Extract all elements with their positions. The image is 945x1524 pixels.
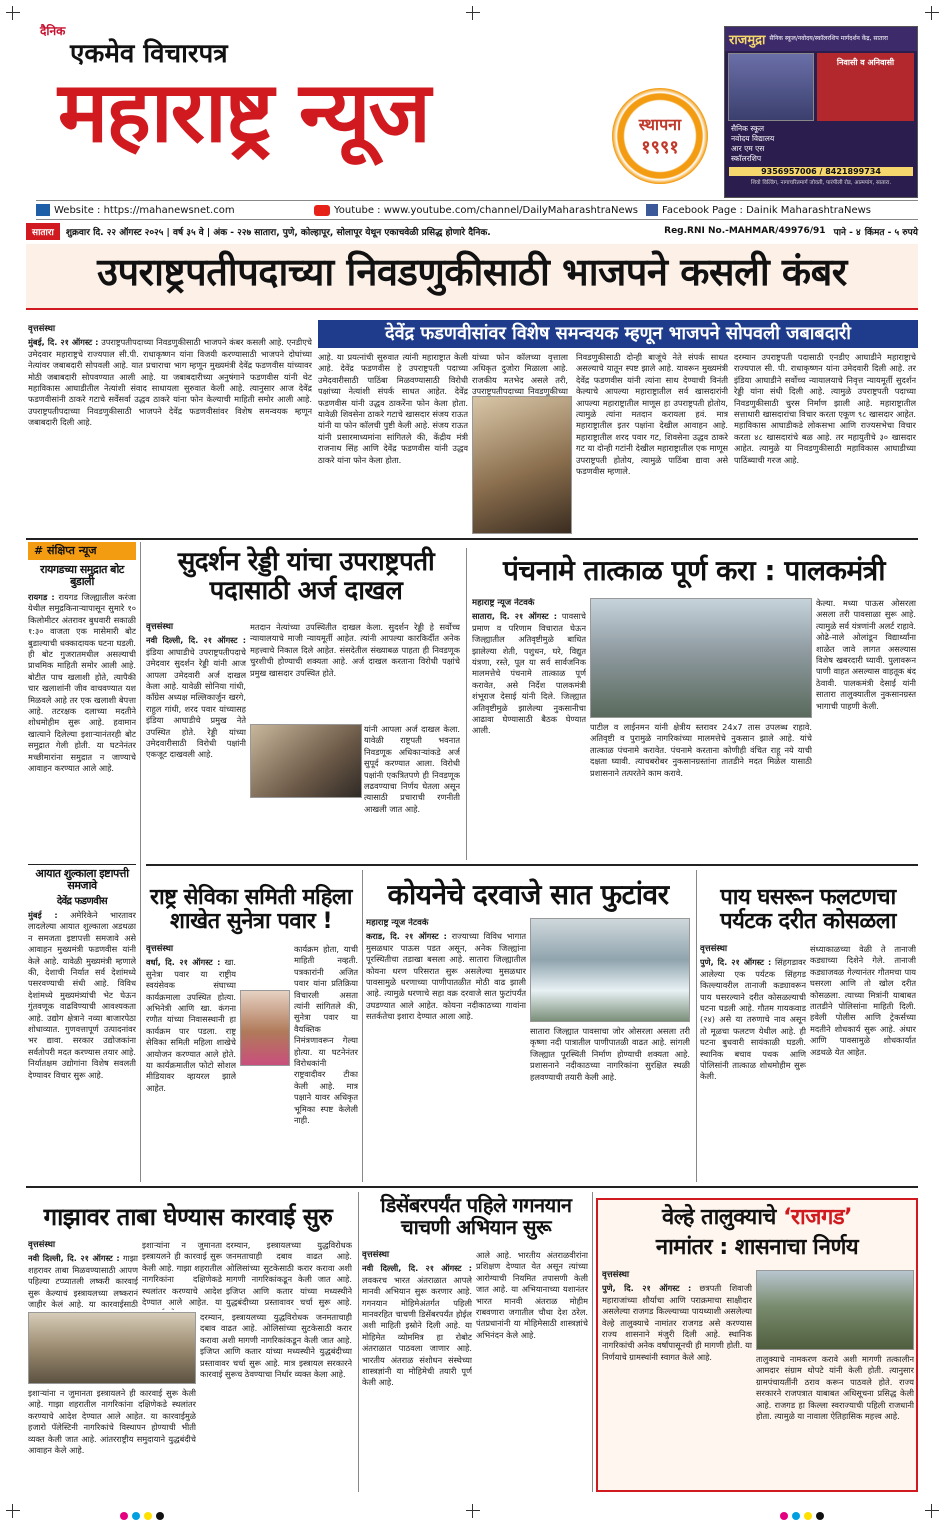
facebook-icon (646, 204, 658, 216)
brief-1-body (28, 592, 136, 860)
brief-2-body (28, 910, 136, 1170)
column-divider (696, 870, 697, 1182)
rajgad-headline-highlight: ‘राजगड’ (783, 1205, 852, 1230)
registration-mark (6, 1504, 20, 1518)
census-column-1 (362, 1250, 472, 1488)
brief-2-dateline: मुंबई : (28, 910, 58, 920)
ad-list (725, 123, 917, 165)
census-text: लवकरच भारत अंतराळात आपले मानवी अभियान सुरू करणार आहे. गगनयान मोहिमेअंतर्गत पहिली मानवरहित चाचणी डिसेंबरपर्यंत होईल अशी माहिती इस्रोने दिली आहे. या मोहिमेत व्योममित्र हा रोबोट अंतराळात पाठवला जाणार आहे. भारतीय अंतराळ संशोधन संस्थेच्या शास्त्रज्ञांनी या मोहिमेची तयारी पूर्ण केली आहे. (362, 1274, 472, 1388)
rajgad-column-1 (602, 1270, 752, 1484)
lead-byline: वृत्तसंस्था (28, 324, 56, 334)
phaltan-dateline: पुणे, दि. २१ ऑगस्ट : (700, 957, 772, 968)
reddy-headline: सुदर्शन रेड्डी यांचा उपराष्ट्रपती पदासाठी अर्ज दाखल (177, 547, 435, 606)
gaza-column-2 (142, 1240, 222, 1310)
youtube-link[interactable]: Youtube : www.youtube.com/channel/DailyMaharashtraNews (334, 204, 638, 216)
lead-column-2 (318, 352, 468, 534)
koyna-dam-photo (530, 918, 690, 1022)
lead-column-3 (472, 352, 568, 396)
rajgad-column-2 (756, 1354, 914, 1484)
established-badge (612, 88, 708, 184)
gaza-byline: वृत्तसंस्था (28, 1240, 56, 1250)
registration-mark (925, 1504, 939, 1518)
census-text: आले आहे. भारतीय अंतराळवीरांना प्रशिक्षण देण्यात येत असून त्यांच्या आरोग्याची नियमित तपासणी केली जात आहे. या अभियानाच्या यशानंतर भारत मानवी अंतराळ मोहीम राबवणारा जगातील चौथा देश ठरेल. पंतप्रधानांनी या मोहिमेसाठी शास्त्रज्ञांचे अभिनंदन केले आहे. (476, 1250, 588, 1340)
rajgad-byline: वृत्तसंस्था (602, 1270, 630, 1280)
gaza-column-4 (226, 1240, 352, 1310)
daily-label: दैनिक (40, 24, 66, 38)
lead-text: आहे. या प्रयत्नांची सुरुवात त्यांनी महाराष्ट्रात केली आहे. देवेंद्र फडणवीस हे उपराष्ट्रपती पदाच्या उमेदवारीसाठी पाठिंबा मिळवण्यासाठी विरोधी पक्षांच्या नेत्यांशी संपर्क साधत आहेत. देवेंद्र फडणवीस यांनी उद्धव ठाकरेंना फोन केला होता. यावेळी शिवसेना ठाकरे गटाचे खासदार संजय राऊत यांनी या फोन कॉलची पुष्टी केली आहे. संजय राऊत यांनी प्रसारमाध्यमांना सांगितले की, केंद्रीय मंत्री राजनाथ सिंह आणि देवेंद्र फडणवीस यांनी उद्धव ठाकरे यांना फोन केला होता. (318, 352, 468, 465)
ad-brand: राजमुद्रा (729, 33, 766, 48)
facebook-link[interactable]: Facebook Page : Dainik MaharashtraNews (662, 204, 871, 216)
brief-2-subhead: देवेंद्र फडणवीस (56, 896, 108, 907)
reddy-dateline: नवी दिल्ली, दि. २१ ऑगस्ट : (146, 635, 246, 646)
sunetra-byline: वृत्तसंस्था (146, 944, 174, 954)
globe-icon (36, 204, 50, 216)
gaza-dateline: नवी दिल्ली, दि. २१ ऑगस्ट : (28, 1253, 120, 1264)
leader-photo (472, 396, 572, 534)
koyna-text: राज्याच्या विविध भागात मुसळधार पाऊस पडत असून, अनेक जिल्ह्यांना पूरस्थितीचा तडाखा बसला आहे. सातारा जिल्ह्यातील कोयना धरण परिसरात सुरू असलेल्या मुसळधार पावसामुळे धरणाच्या पाणीपातळीत मोठी वाढ झाली आहे. त्यामुळे धरणाचे सहा वक्र दरवाजे सात फुटांपर्यंत उघडण्यात आले आहेत. कोयना नदीकाठच्या गावांना सतर्कतेचा इशारा देण्यात आला आहे. (366, 931, 526, 1022)
phaltan-text: सिंहगडावर आलेल्या एक पर्यटक सिंहगड किल्ल्यावरील तानाजी कड्यावरून पाय घसरल्याने दरीत कोसळल्याची घटना घडली आहे. गौतम गायकवाड (२४) असे या तरुणाचे नाव असून तो मूळचा फलटण येथील आहे. ही घटना बुधवारी सायंकाळी घडली. स्थानिक बचाव पथक आणि पोलिसांनी तात्काळ शोधमोहीम सुरू केली. (700, 957, 806, 1082)
phaltan-byline: वृत्तसंस्था (700, 944, 728, 954)
ad-item: स्कॉलरशिप (731, 154, 762, 163)
phaltan-column-1 (700, 944, 806, 1172)
rajgad-text: तालुक्याचे नामकरण करावे अशी मागणी तत्कालीन आमदार संग्राम थोपटे यांनी केली होती. त्यानुसार ग्रामपंचायतींनी ठराव करून पाठवले होते. राज्य सरकारने राजपत्रात याबाबत अधिसूचना प्रसिद्ध केली आहे. राजगड हा किल्ला स्वराज्याची पहिली राजधानी होता. त्यामुळे या नावाला ऐतिहासिक महत्त्व आहे. (756, 1354, 914, 1422)
reddy-text: इंडिया आघाडीचे उपराष्ट्रपतीपदाचे उमेदवार सुदर्शन रेड्डी यांनी आज आपला उमेदवारी अर्ज दाखल केला आहे. यावेळी सोनिया गांधी, काँग्रेस अध्यक्ष मल्लिकार्जुन खरगे, राहुल गांधी, शरद पवार यांच्यासह इंडिया आघाडीचे प्रमुख नेते उपस्थित होते. रेड्डी यांच्या उमेदवारीसाठी विरोधी पक्षांनी एकजूट दाखवली आहे. (146, 646, 246, 760)
brief-1-dateline: रायगड : (28, 592, 55, 602)
ad-photo (728, 53, 814, 121)
panchname-text: पावसाचे प्रमाण व परिणाम विचारात घेऊन जिल्ह्यातील अतिवृष्टीमुळे बाधित झालेल्या शेती, पशुधन, घरे, विद्युत यंत्रणा, रस्ते, पूल या सर्व सार्वजनिक मालमत्तेचे पंचनामे तात्काळ पूर्ण करावेत, असे निर्देश पालकमंत्री शंभूराज देसाई यांनी दिले. जिल्ह्यात अतिवृष्टीमुळे झालेल्या नुकसानीचा आढावा घेण्यासाठी बैठक घेण्यात आली. (472, 611, 586, 736)
registration-mark (466, 1504, 480, 1518)
coaching-ad[interactable] (724, 26, 918, 198)
registration-mark (925, 6, 939, 20)
brief-tag (28, 542, 136, 560)
gaza-photo (28, 1312, 196, 1384)
panchname-dateline: सातारा, दि. २१ ऑगस्ट : (472, 611, 557, 622)
issue-details: शुक्रवार दि. २२ ऑगस्ट २०२५ | वर्ष ३५ वे | अंक - २२७ सातारा, पुणे, कोल्हापूर, सोलापूर येथून एकाचवेळी प्रसिद्ध होणारे दैनिक. (65, 227, 491, 238)
page-count: पाने - ४ (833, 227, 861, 238)
reddy-column-1 (146, 622, 246, 860)
section-rule (26, 1186, 918, 1188)
info-bar (26, 222, 918, 240)
gaza-text: इशाऱ्यांना न जुमानता इस्त्रायलने ही कारवाई सुरू केली आहे. गाझा शहरातील नागरिकांना दक्षिणेकडे स्थलांतर करण्याचे आदेश देण्यात आले आहेत. या (142, 1240, 222, 1308)
gaza-text: दरम्यान, इस्त्रायलच्या युद्धविरोधक जनमताचाही दबाव वाढत आहे. ओलिसांच्या सुटकेसाठी करार करावा अशी मागणी नागरिकांकडून केली जात आहे. इजिप्त आणि कतार यांच्या मध्यस्थीने युद्धबंदीच्या प्रस्तावावर चर्चा सुरू आहे. (226, 1240, 352, 1308)
registration-mark (6, 6, 20, 20)
reddy-column-2 (250, 622, 460, 722)
ad-item: आर एम एस (731, 144, 765, 153)
brief-1-headline: रायगडच्या समुद्रात बोट बुडाली (40, 563, 124, 589)
brief-2-headline: आयात शुल्काला इष्टापत्ती समजावे (35, 867, 129, 893)
lead-subhead: देवेंद्र फडणवीसांवर विशेष समन्वयक म्हणून भाजपने सोपवली जबाबदारी (318, 320, 918, 348)
registration-number: Reg.RNI No.-MAHMAR/49976/91 (664, 226, 826, 236)
panchname-text: केल्या. मध्या पाऊस ओसरला असला तरी पावसाळा सुरू आहे. त्यामुळे सर्व यंत्रणांनी अलर्ट राहावे. ओढे-नाले ओलांडून विद्यार्थ्यांना शाळेत जावे लागत असल्यास विशेष खबरदारी घ्यावी. पुलावरून पाणी वाहत असल्यास वाहतूक बंद ठेवावी. पालकमंत्री देसाई यांनी सातारा तालुक्यातील नुकसानग्रस्त भागाची पाहणी केली. (816, 598, 916, 711)
gaza-column-1 (28, 1240, 138, 1310)
sunetra-column-1 (146, 944, 236, 1172)
panchname-byline: महाराष्ट्र न्यूज नेटवर्क (472, 598, 535, 608)
panchname-column-3 (816, 598, 916, 860)
color-dots (780, 1512, 824, 1520)
section-rule (26, 538, 918, 540)
lead-text: निवडणुकीसाठी दोन्ही बाजूंचे नेते संपर्क साधत असल्याचे यातून स्पष्ट झाले आहे. यावरून मुख्यमंत्री देवेंद्र फडणवीस यांनी त्यांना साथ देण्याची विनंती केल्याचे आपल्या महाराष्ट्रातील सर्व खासदारांनी आपल्या महाराष्ट्रातील माणूस हा उपराष्ट्रपती होतोय, त्यामुळे त्यांना मतदान करायला हवं. मात्र महाराष्ट्रातील इतर पक्षांना देखील आवाहन आहे. महाराष्ट्रातील शरद पवार गट, शिवसेना उद्धव ठाकरे गट या दोन्ही गटांनी देखील महाराष्ट्रातील एक माणूस उपराष्ट्रपती होतोय, त्यामुळे पाठिंबा द्यावा असे फडणवीस म्हणाले. (576, 352, 728, 477)
lead-text: उपराष्ट्रपतीपदाच्या निवडणुकीसाठी भाजपने कंबर कसली आहे. एनडीएचे उमेदवार महाराष्ट्रचे राज्यपाल सी.पी. राधाकृष्णन यांना विजयी करण्यासाठी भाजपने दोघांच्या नेत्यांवर जबाबदारी सोपवली आहे. यात प्रचाराचा भाग म्हणून मुख्यमंत्री देवेंद्र फडणवीस यांच्यावर मोठी जबाबदारी सोपवण्यात आली आहे. या जबाबदारीच्या अनुषंगाने फडणवीस यांनी थेट महाविकास आघाडीतील नेत्यांशी संवाद साधायला सुरुवात केली आहे. त्यानुसार आज देवेंद्र फडणवीसांनी ठाकरे गटाचे सर्वेसर्वा उद्धव ठाकरे यांना फोन केल्याची माहिती समोर आली आहे. उपराष्ट्रपतीपदाच्या निवडणुकीसाठी भाजपने देवेंद्र फडणवीसांवर विशेष समन्वयक म्हणून जबाबदारी दिली आहे. (28, 337, 312, 428)
census-byline: वृत्तसंस्था (362, 1250, 390, 1260)
estd-label: स्थापना (638, 115, 682, 134)
column-divider (592, 1192, 593, 1492)
ad-subtitle: निवासी व अनिवासी (817, 53, 914, 121)
rajgad-headline-line-2: नामांतर : शासनाचा निर्णय (655, 1235, 859, 1260)
masthead-tagline: एकमेव विचारपत्र (70, 39, 228, 69)
census-dateline: नवी दिल्ली, दि. २१ ऑगस्ट : (362, 1263, 472, 1274)
reddy-column-3 (364, 724, 460, 860)
lead-dateline: मुंबई, दि. २१ ऑगस्ट : (28, 337, 99, 348)
ad-item: सैनिक स्कूल (731, 124, 765, 133)
brief-divider (28, 864, 136, 865)
rajgad-dateline: पुणे, दि. २१ ऑगस्ट : (602, 1283, 692, 1294)
lead-column-5 (734, 352, 916, 534)
koyna-byline: महाराष्ट्र न्यूज नेटवर्क (366, 918, 429, 928)
gaza-headline: गाझावर ताबा घेण्यास कारवाई सुरु (43, 1203, 333, 1231)
section-rule (146, 864, 918, 866)
hash-icon: # (34, 544, 48, 557)
brief-1-text: रायगड जिल्ह्यातील करंजा येथील समुद्रकिनाऱ्यापासून सुमारे १० किलोमीटर अंतरावर बुधवारी सकाळी १:३० वाजता एक मासेमारी बोट बुडाल्याची धक्कादायक घटना घडली. ही बोट गुजरातमधील असल्याची प्राथमिक माहिती समोर आली आहे. बोटीत पाच खलाशी होते, त्यापैकी चार खलाशांनी जीव वाचवण्यात यश मिळवले आहे तर एक खलाशी बेपत्ता आहे. तटरक्षक दलाच्या मदतीने शोधमोहीम सुरू आहे. हवामान खात्याने दिलेल्या इशाऱ्यानंतरही बोट समुद्रात गेली होती. या घटनेनंतर मच्छीमारांना समुद्रात न जाण्याचे आवाहन करण्यात आले आहे. (28, 592, 136, 774)
koyna-column-1 (366, 918, 526, 1172)
phaltan-column-2 (810, 944, 916, 1172)
gaza-text: गाझा शहरावर ताबा मिळवण्यासाठी आपण पहिल्या टप्प्यातली लष्करी कारवाई सुरू केल्याचं इस्त्रायलच्या लष्करानं जाहीर केलं आहे. या कारवाईसाठी (28, 1253, 138, 1310)
brief-2-text: अमेरिकेने भारतावर लादलेल्या आयात शुल्काला अडथळा न समजता इष्टापत्ती समजावे असे आवाहन मुख्यमंत्री फडणवीस यांनी केले आहे. यावेळी मुख्यमंत्री म्हणाले की, देशाची निर्यात सर्व देशांमध्ये पसरवण्याची संधी आहे. विविध देशांमध्ये मुख्यमंत्र्यांची भेट घेऊन गुंतवणूक वाढविण्याची आवश्यकता आहे. उद्योग क्षेत्राने नव्या बाजारपेठा शोधाव्यात. गुणवत्तापूर्ण उत्पादनांवर भर द्यावा. सरकार उद्योजकांना सर्वतोपरी मदत करण्यास तयार आहे. निर्यातक्षम उद्योगांना विशेष सवलती देण्यावर विचार सुरू आहे. (28, 910, 136, 1080)
edition-city: सातारा (26, 223, 60, 240)
reddy-photo (250, 724, 362, 798)
koyna-column-2 (530, 1026, 690, 1172)
lead-text: दरम्यान उपराष्ट्रपती पदासाठी एनडीए आघाडीने महाराष्ट्राचे राज्यपाल सी. पी. राधाकृष्णन यांना उमेदवारी दिली आहे. तर इंडिया आघाडीने सर्वोच्च न्यायालयाचे निवृत्त न्यायमूर्ती सुदर्शन रेड्डी यांना संधी दिली आहे. त्यामुळे उपराष्ट्रपती पदाच्या निवडणुकीसाठी चुरस निर्माण झाली आहे. महाराष्ट्रातील सत्ताधारी खासदारांचा विचार करता एकूण ९८ खासदार आहेत. महाविकास आघाडीकडे लोकसभा आणि राज्यसभेचा विचार करता ४८ खासदारांचे बळ आहे. तर महायुतीचे ३० खासदार आहेत. त्यामुळे या निवडणुकीसाठी महाविकास आघाडीच्या पाठिंब्याची गरज आहे. (734, 352, 916, 465)
koyna-dateline: कराड, दि. २१ ऑगस्ट : (366, 931, 447, 942)
koyna-headline: कोयनेचे दरवाजे सात फुटांवर (387, 878, 669, 911)
ad-address: शिवो विल्डिंग, नागाचरितमार्ग जोवती, पारंपीली रोड, आत्मपांग, सातारा. (750, 180, 892, 186)
column-divider (358, 1192, 359, 1492)
panchname-column-1 (472, 598, 586, 860)
lead-headline: उपराष्ट्रपतीपदाच्या निवडणुकीसाठी भाजपने कसली कंबर (97, 250, 847, 294)
ad-heading: सैनिक स्कूल/नवोदय/स्कॉलरशिप मार्गदर्शन केंद्र, सातारा (769, 35, 888, 42)
koyna-text: सातारा जिल्ह्यात पावसाचा जोर ओसरला असला तरी कृष्णा नदी पात्रातील पाणीपातळी वाढत आहे. सांगली जिल्ह्यात पूरस्थिती निर्माण होण्याची शक्यता आहे. प्रशासनाने नदीकाठच्या नागरिकांना सुरक्षित स्थळी हलवण्याची तयारी केली आहे. (530, 1026, 690, 1082)
rajgad-headline-pre: वेल्हे तालुक्याचे (662, 1205, 776, 1230)
rajgad-headline-line-1 (598, 1206, 916, 1230)
lead-column-4 (576, 352, 728, 534)
sunetra-headline: राष्ट्र सेविका समिती महिला शाखेत सुनेत्रा पवार ! (149, 885, 353, 935)
sunetra-dateline: वर्धा, दि. २१ ऑगस्ट : (146, 957, 221, 968)
ad-item: नवोदय विद्यालय (731, 134, 775, 143)
ad-phone: 9356957006 / 8421899734 (729, 167, 913, 176)
rajgad-fort-photo (756, 1270, 914, 1350)
gaza-column-3 (200, 1312, 352, 1488)
column-divider (362, 870, 363, 1182)
column-divider (140, 542, 141, 1182)
column-divider (466, 548, 467, 860)
youtube-icon (314, 205, 330, 216)
website-link[interactable]: Website : https://mahanewsnet.com (54, 204, 235, 216)
registration-mark (466, 6, 480, 20)
sunetra-column-2 (294, 944, 358, 1172)
census-headline: डिसेंबरपर्यंत पहिले गगनयान चाचणी अभियान सुरू (380, 1193, 572, 1239)
gaza-text: इशाऱ्यांना न जुमानता इस्त्रायलने ही कारवाई सुरू केली आहे. गाझा शहरातील नागरिकांना दक्षिणेकडे स्थलांतर करण्याचे आदेश देण्यात आले आहेत. या कारवाईमुळे हजारो पॅलेस्टिनी नागरिकांचे विस्थापन होण्याची भीती व्यक्त केली जात आहे. आंतरराष्ट्रीय समुदायाने युद्धबंदीचे आवाहन केले आहे. (28, 1388, 196, 1456)
sunetra-text: खा. सुनेत्रा पवार या राष्ट्रीय स्वयंसेवक संघाच्या कार्यक्रमाला उपस्थित होत्या. अभिनेत्री आणि खा. कंगना रणौत यांच्या निवासस्थानी हा कार्यक्रम पार पडला. राष्ट्र सेविका समिती महिला शाखेचे आयोजन करण्यात आले होते. या कार्यक्रमातील फोटो सोशल मीडियावर व्हायरल झाले आहेत. (146, 957, 236, 1093)
lead-text: यांच्या फोन कॉलच्या वृत्ताला अधिकृत दुजोरा मिळाला आहे. राजकीय मतभेद असले तरी, उपराष्ट्रपतीपदाच्या निवडणुकीच्या (472, 352, 568, 396)
color-dots (120, 1512, 164, 1520)
phaltan-headline: पाय घसरून फलटणचा पर्यटक दरीत कोसळला (720, 885, 896, 935)
panchname-headline: पंचनामे तात्काळ पूर्ण करा : पालकमंत्री (503, 554, 885, 587)
census-column-2 (476, 1250, 588, 1488)
phaltan-text: संध्याकाळच्या वेळी ते तानाजी कड्याच्या दिशेने गेले. तानाजी कड्याजवळ गेल्यानंतर गौतमचा पाय घसरला आणि तो खोल दरीत कोसळला. त्याच्या मित्रांनी याबाबत तातडीने पोलिसांना माहिती दिली. हवेली पोलीस आणि ट्रेकर्सच्या मदतीने शोधकार्य सुरू आहे. अंधार आणि पावसामुळे शोधकार्यात अडथळे येत आहेत. (810, 944, 916, 1057)
sunetra-photo (240, 990, 290, 1066)
panchname-column-2 (590, 722, 812, 860)
lead-column-1 (28, 324, 312, 534)
reddy-text: यांनी आपला अर्ज दाखल केला. यावेळी राष्ट्रपती भवनात निवडणूक अधिकाऱ्यांकडे अर्ज सुपूर्द करण्यात आला. विरोधी पक्षांनी एकत्रितपणे ही निवडणूक लढवण्याचा निर्णय घेतला असून त्यासाठी प्रचाराची रणनीती आखली जात आहे. (364, 724, 460, 814)
reddy-byline: वृत्तसंस्था (146, 622, 174, 632)
price: किंमत - ५ रुपये (864, 227, 918, 238)
gaza-column-1b (28, 1388, 196, 1488)
sunetra-text: कार्यक्रम होता, याची माहिती नव्हती. पत्रकारांनी अजित पवार यांना प्रतिक्रिया विचारली असता त्यांनी सांगितले की, सुनेत्रा पवार या वैयक्तिक निमंत्रणावरून गेल्या होत्या. या घटनेनंतर विरोधकांनी राष्ट्रवादीवर टीका केली आहे. मात्र पक्षाने यावर अधिकृत भूमिका स्पष्ट केलेली नाही. (294, 944, 358, 1126)
masthead-title: महाराष्ट्र न्यूज (58, 62, 429, 161)
estd-year: १९९१ (641, 137, 679, 158)
gaza-text: दरम्यान, इस्त्रायलच्या युद्धविरोधक जनमताचाही दबाव वाढत आहे. ओलिसांच्या सुटकेसाठी करार करावा अशी मागणी नागरिकांकडून केली जात आहे. इजिप्त आणि कतार यांच्या मध्यस्थीने युद्धबंदीच्या प्रस्तावावर चर्चा सुरू आहे. मात्र इस्त्रायल सरकारने कारवाई सुरूच ठेवण्याचा निर्धार व्यक्त केला आहे. (200, 1312, 352, 1380)
brief-tag-label: संक्षिप्त न्यूज (47, 544, 97, 557)
reddy-text: मतदान नेत्यांच्या उपस्थितीत दाखल केला. सुदर्शन रेड्डी हे सर्वोच्च न्यायालयाचे माजी न्यायमूर्ती आहेत. त्यांनी आपल्या कारकिर्दीत अनेक महत्त्वाचे निकाल दिले आहेत. संसदेतील संख्याबळ पाहता ही निवडणूक चुरशीची होण्याची शक्यता आहे. अर्ज दाखल करताना विरोधी पक्षांचे प्रमुख खासदार उपस्थित होते. (250, 622, 460, 678)
panchname-photo (590, 598, 812, 718)
rajgad-text: छत्रपती शिवाजी महाराजांच्या शौर्याचा आणि पराक्रमाचा साक्षीदार असलेल्या राजगड किल्ल्याच्या पायथ्याशी असलेल्या वेल्हे तालुक्याचे नामांतर राजगड असे करण्यास राज्य शासनाने मंजुरी दिली आहे. स्थानिक नागरिकांची अनेक वर्षांपासूनची ही मागणी होती. या निर्णयाचे ग्रामस्थांनी स्वागत केले आहे. (602, 1283, 752, 1362)
panchname-text: पाटील व लाईनमन यांनी क्षेत्रीय स्तरावर 24x7 तास उपलब्ध राहावे. अतिवृष्टी व पुरामुळे नागरिकांच्या मालमत्तेचे नुकसान झाले आहे. यांचे तात्काळ पंचनामे करावेत. पंचनामे करताना कोणीही वंचित राहू नये याची दक्षता घ्यावी. त्याचबरोबर नुकसानग्रस्तांना तातडीने मदत मिळेल यासाठी प्रशासनाने तत्परतेने काम करावे. (590, 722, 812, 778)
links-bar (36, 200, 918, 220)
